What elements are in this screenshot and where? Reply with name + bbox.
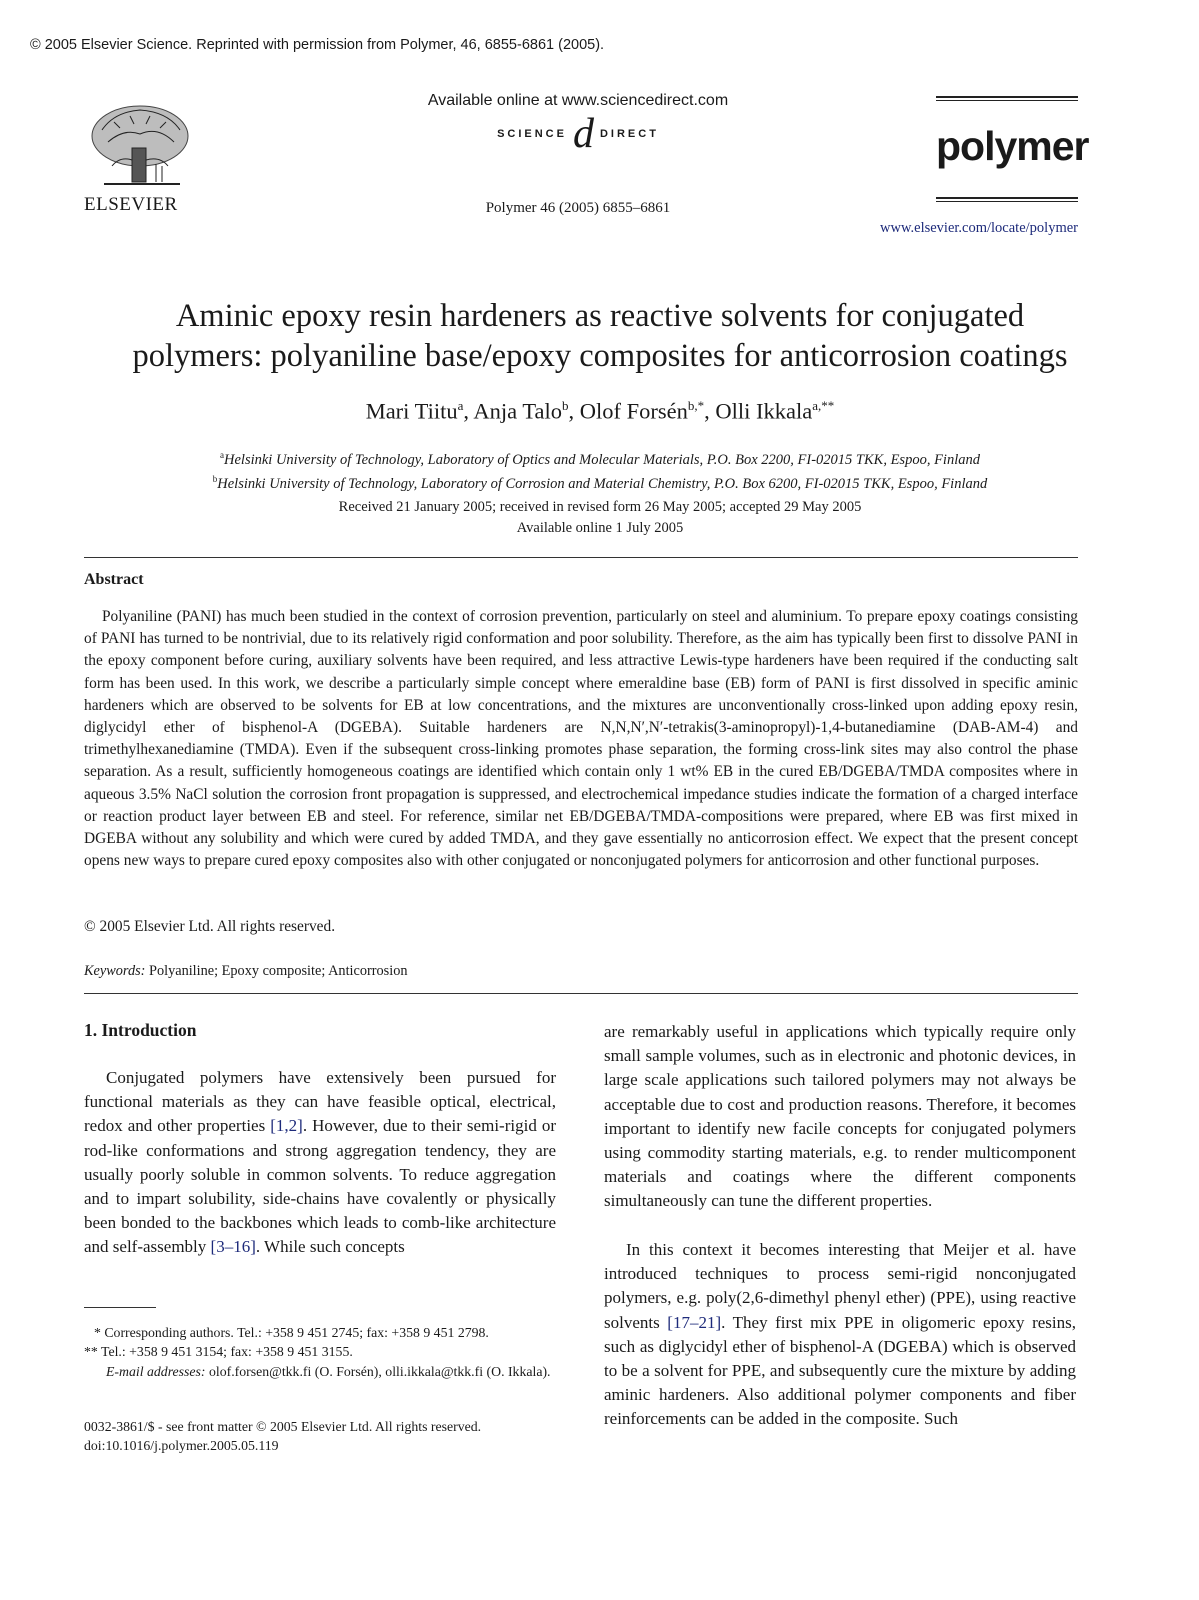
available-online-text: Available online at www.sciencedirect.com: [427, 92, 729, 109]
sciencedirect-left: SCIENCE: [497, 128, 567, 140]
author-name: Olof Forsén: [579, 398, 688, 424]
keywords-label: Keywords:: [84, 963, 146, 979]
received-dates: Received 21 January 2005; received in revised form 26 May 2005; accepted 29 May 2005: [338, 499, 862, 515]
affiliation-mark: b: [212, 473, 218, 484]
body-text: . While such concepts: [255, 1237, 405, 1257]
footnote-second: ** Tel.: +358 9 451 3154; fax: +358 9 451 3155.: [84, 1344, 353, 1360]
affiliations: [60, 446, 1140, 494]
elsevier-logo: [84, 100, 196, 216]
journal-reference: Polymer 46 (2005) 6855–6861: [485, 200, 671, 216]
affiliation-mark: a: [220, 450, 225, 460]
doi-line[interactable]: doi:10.1016/j.polymer.2005.05.119: [84, 1438, 279, 1454]
journal-url-link[interactable]: www.elsevier.com/locate/polymer: [880, 220, 1078, 236]
elsevier-tree-icon: [84, 100, 196, 192]
article-title: [60, 296, 1140, 376]
keywords: [84, 963, 408, 980]
abstract-copyright: © 2005 Elsevier Ltd. All rights reserved.: [84, 918, 336, 935]
divider-bottom: [84, 993, 1078, 994]
affiliation-text: Helsinki University of Technology, Laboratory of Optics and Molecular Materials, P.O. Box 2200, FI-02015 TKK, Espoo, Finland: [224, 451, 980, 468]
sciencedirect-block: [400, 92, 756, 157]
issn-line: 0032-3861/$ - see front matter © 2005 Elsevier Ltd. All rights reserved.: [84, 1419, 482, 1434]
citation-link[interactable]: [3–16]: [210, 1237, 256, 1257]
masthead-rule-top: [936, 96, 1078, 101]
footnote-corresponding: * Corresponding authors. Tel.: +358 9 451 2745; fax: +358 9 451 2798.: [94, 1325, 489, 1340]
citation-link[interactable]: [17–21]: [667, 1312, 722, 1332]
author-name: Anja Talo: [473, 398, 563, 424]
article-dates: [60, 497, 1140, 539]
front-matter: [84, 1417, 556, 1456]
sciencedirect-logo: [400, 111, 756, 157]
intro-right-paragraph-1: are remarkably useful in applications which typically require only small sample volumes, such as in electronic and photonic devices, in large scale applications such tailored polymers may not always be acceptable due to cost and production reasons. Therefore, it becomes important to identify new facile concepts for conjugated polymers using commodity starting materials, e.g. to render multicomponent materials and coatings where the different components simultaneously can tune the different properties.: [604, 1022, 1076, 1211]
email-addresses[interactable]: olof.forsen@tkk.fi (O. Forsén), olli.ikkala@tkk.fi (O. Ikkala).: [208, 1363, 551, 1379]
footnote-emails: [84, 1362, 556, 1381]
email-label: E-mail addresses:: [106, 1363, 206, 1379]
divider-top: [84, 557, 1078, 558]
masthead-rule-bottom: [936, 197, 1078, 202]
author-affiliation-mark: b,*: [687, 398, 705, 413]
author-list: Mari Tiitu$^a$, Anja Talo$^b$, Olof Forsén$^{b,*}$, Olli Ikkala$^{a,**}$: [365, 398, 835, 424]
available-online-date: Available online 1 July 2005: [516, 520, 684, 536]
intro-left-column: [84, 1066, 556, 1260]
footnote-rule: [84, 1307, 156, 1308]
body-text: . They first mix PPE in oligomeric epoxy resins, such as diglycidyl ether of bisphenol-A (DGEBA) which is observed to be a solvent for PPE, and subsequently cure the mixture by adding aminic hardeners. Also additional polymer components and fiber reinforcements can be added in the composite. Such: [604, 1312, 1076, 1429]
journal-name: polymer: [936, 123, 1089, 169]
footnotes: [84, 1323, 556, 1381]
sciencedirect-right: DIRECT: [599, 128, 659, 140]
intro-right-paragraph-2: [604, 1238, 1076, 1432]
affiliation-a: [60, 446, 1140, 470]
author-affiliation-mark: a,**: [812, 398, 835, 413]
author-name: Mari Tiitu: [365, 398, 458, 424]
abstract-text: Polyaniline (PANI) has much been studied in the context of corrosion prevention, particularly on steel and aluminium. To prepare epoxy coatings consisting of PANI has turned to be nontrivial, due to its relatively rigid conformation and poor solubility. Therefore, as the aim has typically been first to dissolve PANI in the epoxy component before curing, auxiliary solvents have been required, and less attractive Lewis-type hardeners have been required if the conducting salt form has been used. In this work, we describe a particularly simple concept where emeraldine base (EB) form of PANI is first dissolved in specific aminic hardeners which are observed to be solvents for EB at low concentrations, and the mixtures are unconventionally cross-linked upon adding epoxy resin, diglycidyl ether of bisphenol-A (DGEBA). Suitable hardeners are N,N,N′,N′-tetrakis(3-aminopropyl)-1,4-butanediamine (DAB-AM-4) and trimethylhexanediamine (TMDA). Even if the subsequent cross-linking promotes phase separation, the forming cross-link sites may also control the phase separation. As a result, sufficiently homogeneous coatings are identified which contain only 1 wt% EB in the cured EB/DGEBA/TMDA composites where in aqueous 3.5% NaCl solution the corrosion front propagation is suppressed, and electrochemical impedance studies indicate the formation of a charged interface or reaction product layer between EB and steel. For reference, similar net EB/DGEBA/TMDA-compositions were prepared, where EB was first mixed in DGEBA without any solubility and which were cured by added TMDA, and they gave essentially no anticorrosion effect. We expect that the present concept opens new ways to prepare cured epoxy composites also with other conjugated or nonconjugated polymers for anticorrosion and other functional purposes.: [84, 608, 1078, 870]
author-affiliation-mark: b: [562, 398, 569, 413]
section-heading-introduction: 1. Introduction: [84, 1020, 197, 1040]
body-text: . However, due to their semi-rigid or rod-like conformations and strong aggregation tendency, they are usually poorly soluble in common solvents. To reduce aggregation and to impart solubility, side-chains have covalently or physically been bonded to the backbones which leads to comb-like architecture and self-assembly: [84, 1116, 556, 1257]
abstract-heading: Abstract: [84, 571, 144, 588]
citation-link[interactable]: [1,2]: [270, 1116, 303, 1136]
title-line-1: Aminic epoxy resin hardeners as reactive solvents for conjugated: [175, 298, 1025, 334]
body-text: In this context it becomes interesting that Meijer et al. have introduced techniques to process semi-rigid nonconjugated polymers, e.g. poly(2,6-dimethyl phenyl ether) (PPE), using reactive solvents: [604, 1240, 1076, 1332]
author-affiliation-mark: a: [457, 398, 464, 413]
author-name: Olli Ikkala: [715, 398, 813, 424]
sciencedirect-at-icon: d: [572, 111, 594, 157]
affiliation-text: Helsinki University of Technology, Laboratory of Corrosion and Material Chemistry, P.O. Box 6200, FI-02015 TKK, Espoo, Finland: [217, 475, 988, 492]
publisher-name: ELSEVIER: [84, 194, 178, 215]
journal-masthead: [936, 96, 1089, 202]
keywords-list: Polyaniline; Epoxy composite; Anticorrosion: [149, 963, 408, 979]
affiliation-b: [60, 470, 1140, 494]
title-line-2: polymers: polyaniline base/epoxy composites for anticorrosion coatings: [132, 338, 1068, 374]
body-text: Conjugated polymers have extensively been pursued for functional materials as they can have feasible optical, electrical, redox and other properties: [84, 1068, 556, 1136]
reprint-notice: © 2005 Elsevier Science. Reprinted with permission from Polymer, 46, 6855-6861 (2005).: [30, 37, 605, 53]
